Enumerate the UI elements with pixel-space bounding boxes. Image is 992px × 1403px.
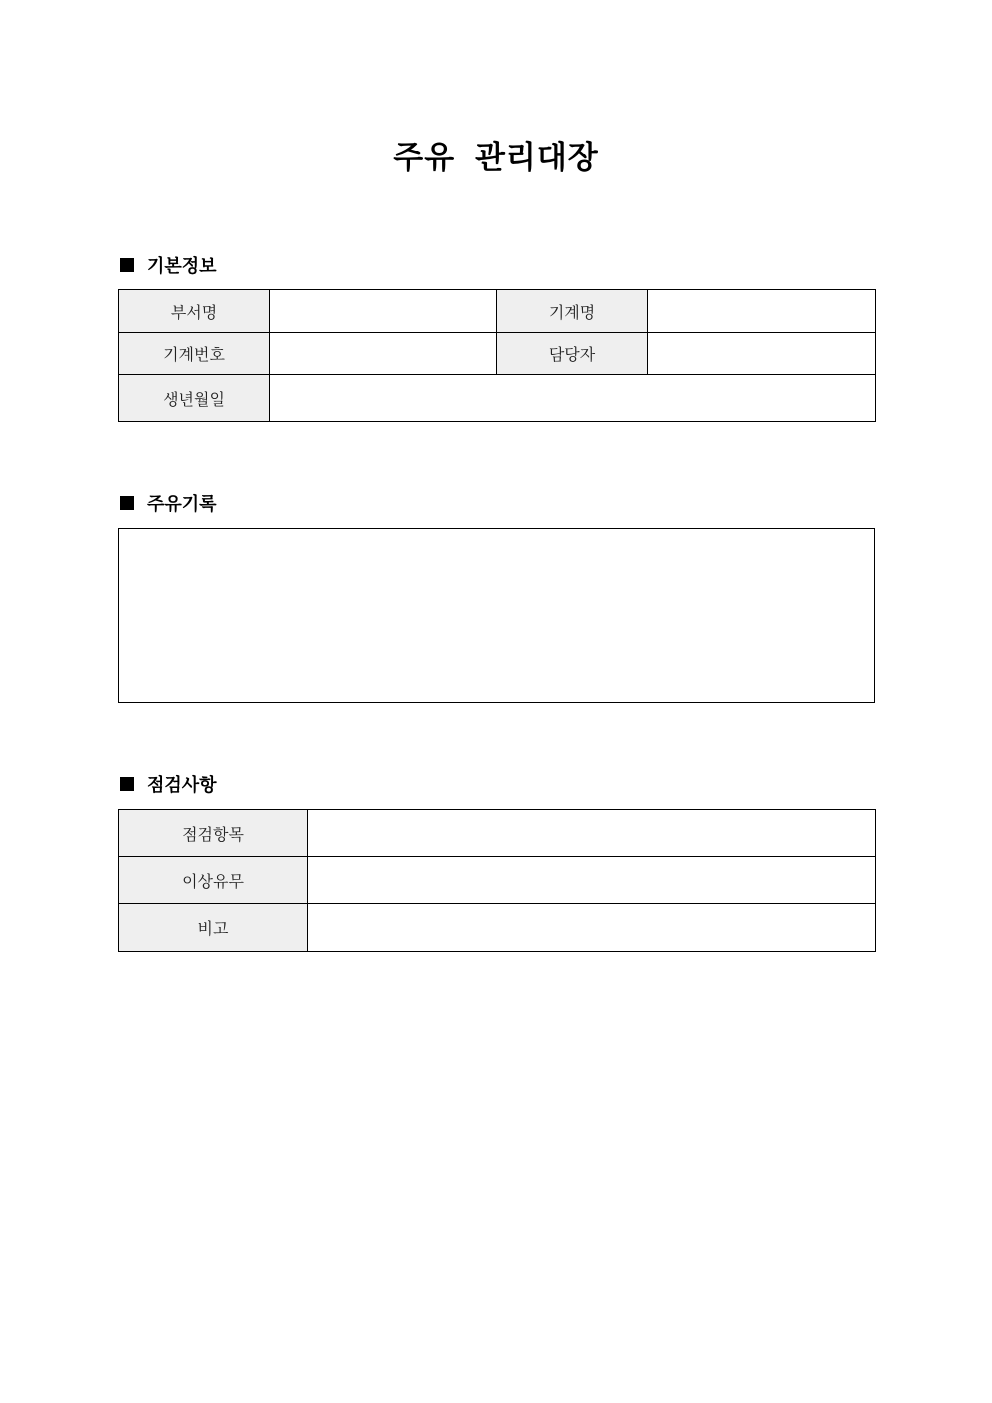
- fuel-record-box[interactable]: [118, 528, 875, 703]
- manager-field[interactable]: [648, 333, 876, 375]
- birth-date-label: 생년월일: [119, 375, 270, 422]
- inspection-item-field[interactable]: [308, 810, 876, 857]
- basic-info-table: [118, 289, 876, 422]
- machine-number-label: 기계번호: [119, 333, 270, 375]
- birth-date-field[interactable]: [270, 375, 876, 422]
- square-bullet-icon: [120, 258, 134, 272]
- square-bullet-icon: [120, 777, 134, 791]
- inspection-heading-label: 점검사항: [147, 775, 217, 796]
- inspection-item-label: 점검항목: [119, 810, 308, 857]
- square-bullet-icon: [120, 496, 134, 510]
- fuel-record-heading: [118, 490, 217, 516]
- inspection-table: [118, 809, 876, 952]
- table-row: [119, 375, 876, 422]
- remarks-label: 비고: [119, 904, 308, 952]
- department-field[interactable]: [270, 290, 497, 333]
- table-row: [119, 333, 876, 375]
- machine-number-field[interactable]: [270, 333, 497, 375]
- basic-info-heading-label: 기본정보: [147, 256, 217, 277]
- machine-name-field[interactable]: [648, 290, 876, 333]
- document-title: 주유 관리대장: [393, 140, 599, 176]
- table-row: [119, 857, 876, 904]
- manager-label: 담당자: [497, 333, 648, 375]
- remarks-field[interactable]: [308, 904, 876, 952]
- table-row: [119, 810, 876, 857]
- fuel-record-heading-label: 주유기록: [147, 494, 217, 515]
- inspection-heading: [118, 771, 217, 797]
- basic-info-heading: [118, 252, 217, 278]
- abnormality-label: 이상유무: [119, 857, 308, 904]
- machine-name-label: 기계명: [497, 290, 648, 333]
- abnormality-field[interactable]: [308, 857, 876, 904]
- department-label: 부서명: [119, 290, 270, 333]
- table-row: [119, 290, 876, 333]
- table-row: [119, 904, 876, 952]
